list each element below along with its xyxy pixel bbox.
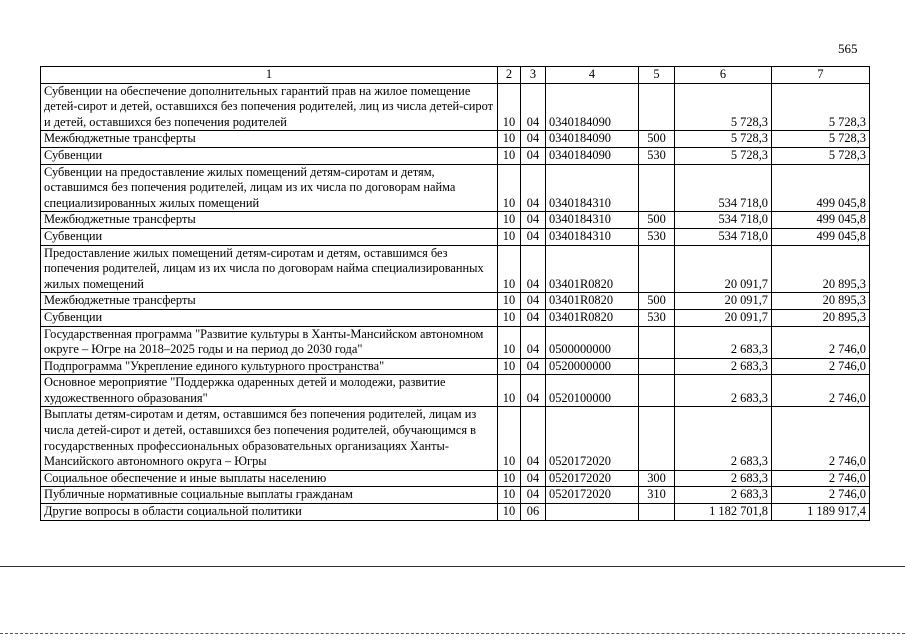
table-row [41, 375, 870, 407]
amount-col-7: 1 189 917,4 [772, 504, 870, 521]
row-name: Публичные нормативные социальные выплаты гражданам [41, 487, 498, 504]
row-name: Межбюджетные трансферты [41, 293, 498, 310]
expense-type-code: 500 [639, 293, 675, 310]
expense-type-code: 300 [639, 470, 675, 487]
target-article-code: 03401R0820 [546, 245, 639, 293]
amount-col-7: 5 728,3 [772, 147, 870, 164]
expense-type-code [639, 83, 675, 131]
header-col-2: 2 [498, 67, 521, 84]
target-article-code: 0340184090 [546, 147, 639, 164]
row-name: Межбюджетные трансферты [41, 212, 498, 229]
row-name: Предоставление жилых помещений детям-сиротам и детям, оставшимся без попечения родителей, лицам из их числа по договорам найма специализированных жилых помещений [41, 245, 498, 293]
amount-col-6: 20 091,7 [675, 293, 772, 310]
expense-type-code [639, 358, 675, 375]
table-row [41, 470, 870, 487]
subsection-code: 04 [521, 245, 546, 293]
expense-type-code: 500 [639, 212, 675, 229]
section-code: 10 [498, 228, 521, 245]
section-code: 10 [498, 504, 521, 521]
header-col-3: 3 [521, 67, 546, 84]
subsection-code: 04 [521, 131, 546, 148]
header-col-7: 7 [772, 67, 870, 84]
amount-col-6: 2 683,3 [675, 375, 772, 407]
table-row [41, 326, 870, 358]
table-row [41, 131, 870, 148]
row-name: Субвенции [41, 309, 498, 326]
subsection-code: 04 [521, 228, 546, 245]
header-row [41, 67, 870, 84]
section-code: 10 [498, 131, 521, 148]
row-name: Подпрограмма "Укрепление единого культурного пространства" [41, 358, 498, 375]
subsection-code: 04 [521, 358, 546, 375]
subsection-code: 04 [521, 487, 546, 504]
table-row [41, 212, 870, 229]
row-name: Межбюджетные трансферты [41, 131, 498, 148]
amount-col-6: 20 091,7 [675, 245, 772, 293]
amount-col-7: 5 728,3 [772, 131, 870, 148]
subsection-code: 04 [521, 147, 546, 164]
amount-col-6: 20 091,7 [675, 309, 772, 326]
amount-col-7: 20 895,3 [772, 309, 870, 326]
header-col-6: 6 [675, 67, 772, 84]
amount-col-6: 2 683,3 [675, 407, 772, 470]
amount-col-7: 499 045,8 [772, 164, 870, 212]
expense-type-code: 310 [639, 487, 675, 504]
amount-col-7: 2 746,0 [772, 487, 870, 504]
expense-type-code: 530 [639, 309, 675, 326]
section-code: 10 [498, 245, 521, 293]
target-article-code: 0340184310 [546, 228, 639, 245]
header-col-4: 4 [546, 67, 639, 84]
amount-col-6: 5 728,3 [675, 83, 772, 131]
amount-col-7: 20 895,3 [772, 293, 870, 310]
amount-col-6: 2 683,3 [675, 358, 772, 375]
amount-col-6: 5 728,3 [675, 131, 772, 148]
table-header [41, 67, 870, 84]
table-row [41, 83, 870, 131]
section-code: 10 [498, 164, 521, 212]
expense-type-code: 530 [639, 228, 675, 245]
target-article-code: 0500000000 [546, 326, 639, 358]
target-article-code [546, 504, 639, 521]
amount-col-6: 2 683,3 [675, 326, 772, 358]
table-row [41, 309, 870, 326]
amount-col-6: 1 182 701,8 [675, 504, 772, 521]
row-name: Социальное обеспечение и иные выплаты населению [41, 470, 498, 487]
table-row [41, 504, 870, 521]
subsection-code: 04 [521, 293, 546, 310]
amount-col-7: 5 728,3 [772, 83, 870, 131]
target-article-code: 0520100000 [546, 375, 639, 407]
expense-type-code [639, 164, 675, 212]
page-number: 565 [838, 41, 858, 56]
row-name: Субвенции на обеспечение дополнительных гарантий прав на жилое помещение детей-сирот и детей, оставшихся без попечения родителей, лиц из числа детей-сирот и детей, оставшихся без попечения родителей [41, 83, 498, 131]
amount-col-7: 2 746,0 [772, 358, 870, 375]
expense-type-code: 500 [639, 131, 675, 148]
subsection-code: 04 [521, 470, 546, 487]
table-row [41, 358, 870, 375]
expense-type-code [639, 375, 675, 407]
header-col-1: 1 [41, 67, 498, 84]
row-name: Другие вопросы в области социальной политики [41, 504, 498, 521]
amount-col-6: 5 728,3 [675, 147, 772, 164]
subsection-code: 04 [521, 309, 546, 326]
section-code: 10 [498, 212, 521, 229]
section-code: 10 [498, 487, 521, 504]
table-row [41, 487, 870, 504]
expense-type-code: 530 [639, 147, 675, 164]
row-name: Государственная программа "Развитие культуры в Ханты-Мансийском автономном округе – Югре на 2018–2025 годы и на период до 2030 года" [41, 326, 498, 358]
row-name: Выплаты детям-сиротам и детям, оставшимся без попечения родителей, лицам из числа детей-сирот и детей, оставшихся без попечения родителей, обучающимся в государственных профессиональных образовательных организациях Ханты-Мансийского автономного округа – Югры [41, 407, 498, 470]
section-code: 10 [498, 407, 521, 470]
target-article-code: 03401R0820 [546, 309, 639, 326]
separator-line [0, 566, 905, 567]
subsection-code: 04 [521, 164, 546, 212]
target-article-code: 0520172020 [546, 487, 639, 504]
amount-col-7: 499 045,8 [772, 212, 870, 229]
subsection-code: 04 [521, 407, 546, 470]
table-row [41, 293, 870, 310]
section-code: 10 [498, 293, 521, 310]
amount-col-7: 2 746,0 [772, 326, 870, 358]
section-code: 10 [498, 358, 521, 375]
row-name: Субвенции на предоставление жилых помещений детям-сиротам и детям, оставшимся без попечения родителей, лицам из их числа по договорам найма специализированных жилых помещений [41, 164, 498, 212]
header-col-5: 5 [639, 67, 675, 84]
subsection-code: 06 [521, 504, 546, 521]
amount-col-7: 2 746,0 [772, 375, 870, 407]
section-code: 10 [498, 375, 521, 407]
target-article-code: 03401R0820 [546, 293, 639, 310]
target-article-code: 0520172020 [546, 407, 639, 470]
amount-col-6: 534 718,0 [675, 228, 772, 245]
target-article-code: 0340184310 [546, 212, 639, 229]
table-row [41, 147, 870, 164]
row-name: Основное мероприятие "Поддержка одаренных детей и молодежи, развитие художественного образования" [41, 375, 498, 407]
table-row [41, 228, 870, 245]
target-article-code: 0520172020 [546, 470, 639, 487]
bottom-edge-line [0, 633, 905, 634]
subsection-code: 04 [521, 212, 546, 229]
target-article-code: 0340184090 [546, 131, 639, 148]
section-code: 10 [498, 147, 521, 164]
expense-type-code [639, 326, 675, 358]
amount-col-7: 20 895,3 [772, 245, 870, 293]
amount-col-6: 534 718,0 [675, 212, 772, 229]
amount-col-7: 499 045,8 [772, 228, 870, 245]
table-row [41, 407, 870, 470]
expense-type-code [639, 504, 675, 521]
row-name: Субвенции [41, 228, 498, 245]
section-code: 10 [498, 470, 521, 487]
amount-col-7: 2 746,0 [772, 407, 870, 470]
table-row [41, 164, 870, 212]
table-row [41, 245, 870, 293]
table-body [41, 83, 870, 520]
amount-col-6: 534 718,0 [675, 164, 772, 212]
section-code: 10 [498, 326, 521, 358]
target-article-code: 0340184090 [546, 83, 639, 131]
budget-table [40, 66, 870, 521]
row-name: Субвенции [41, 147, 498, 164]
amount-col-7: 2 746,0 [772, 470, 870, 487]
expense-type-code [639, 245, 675, 293]
expense-type-code [639, 407, 675, 470]
section-code: 10 [498, 309, 521, 326]
target-article-code: 0340184310 [546, 164, 639, 212]
amount-col-6: 2 683,3 [675, 470, 772, 487]
subsection-code: 04 [521, 375, 546, 407]
amount-col-6: 2 683,3 [675, 487, 772, 504]
subsection-code: 04 [521, 326, 546, 358]
subsection-code: 04 [521, 83, 546, 131]
section-code: 10 [498, 83, 521, 131]
target-article-code: 0520000000 [546, 358, 639, 375]
